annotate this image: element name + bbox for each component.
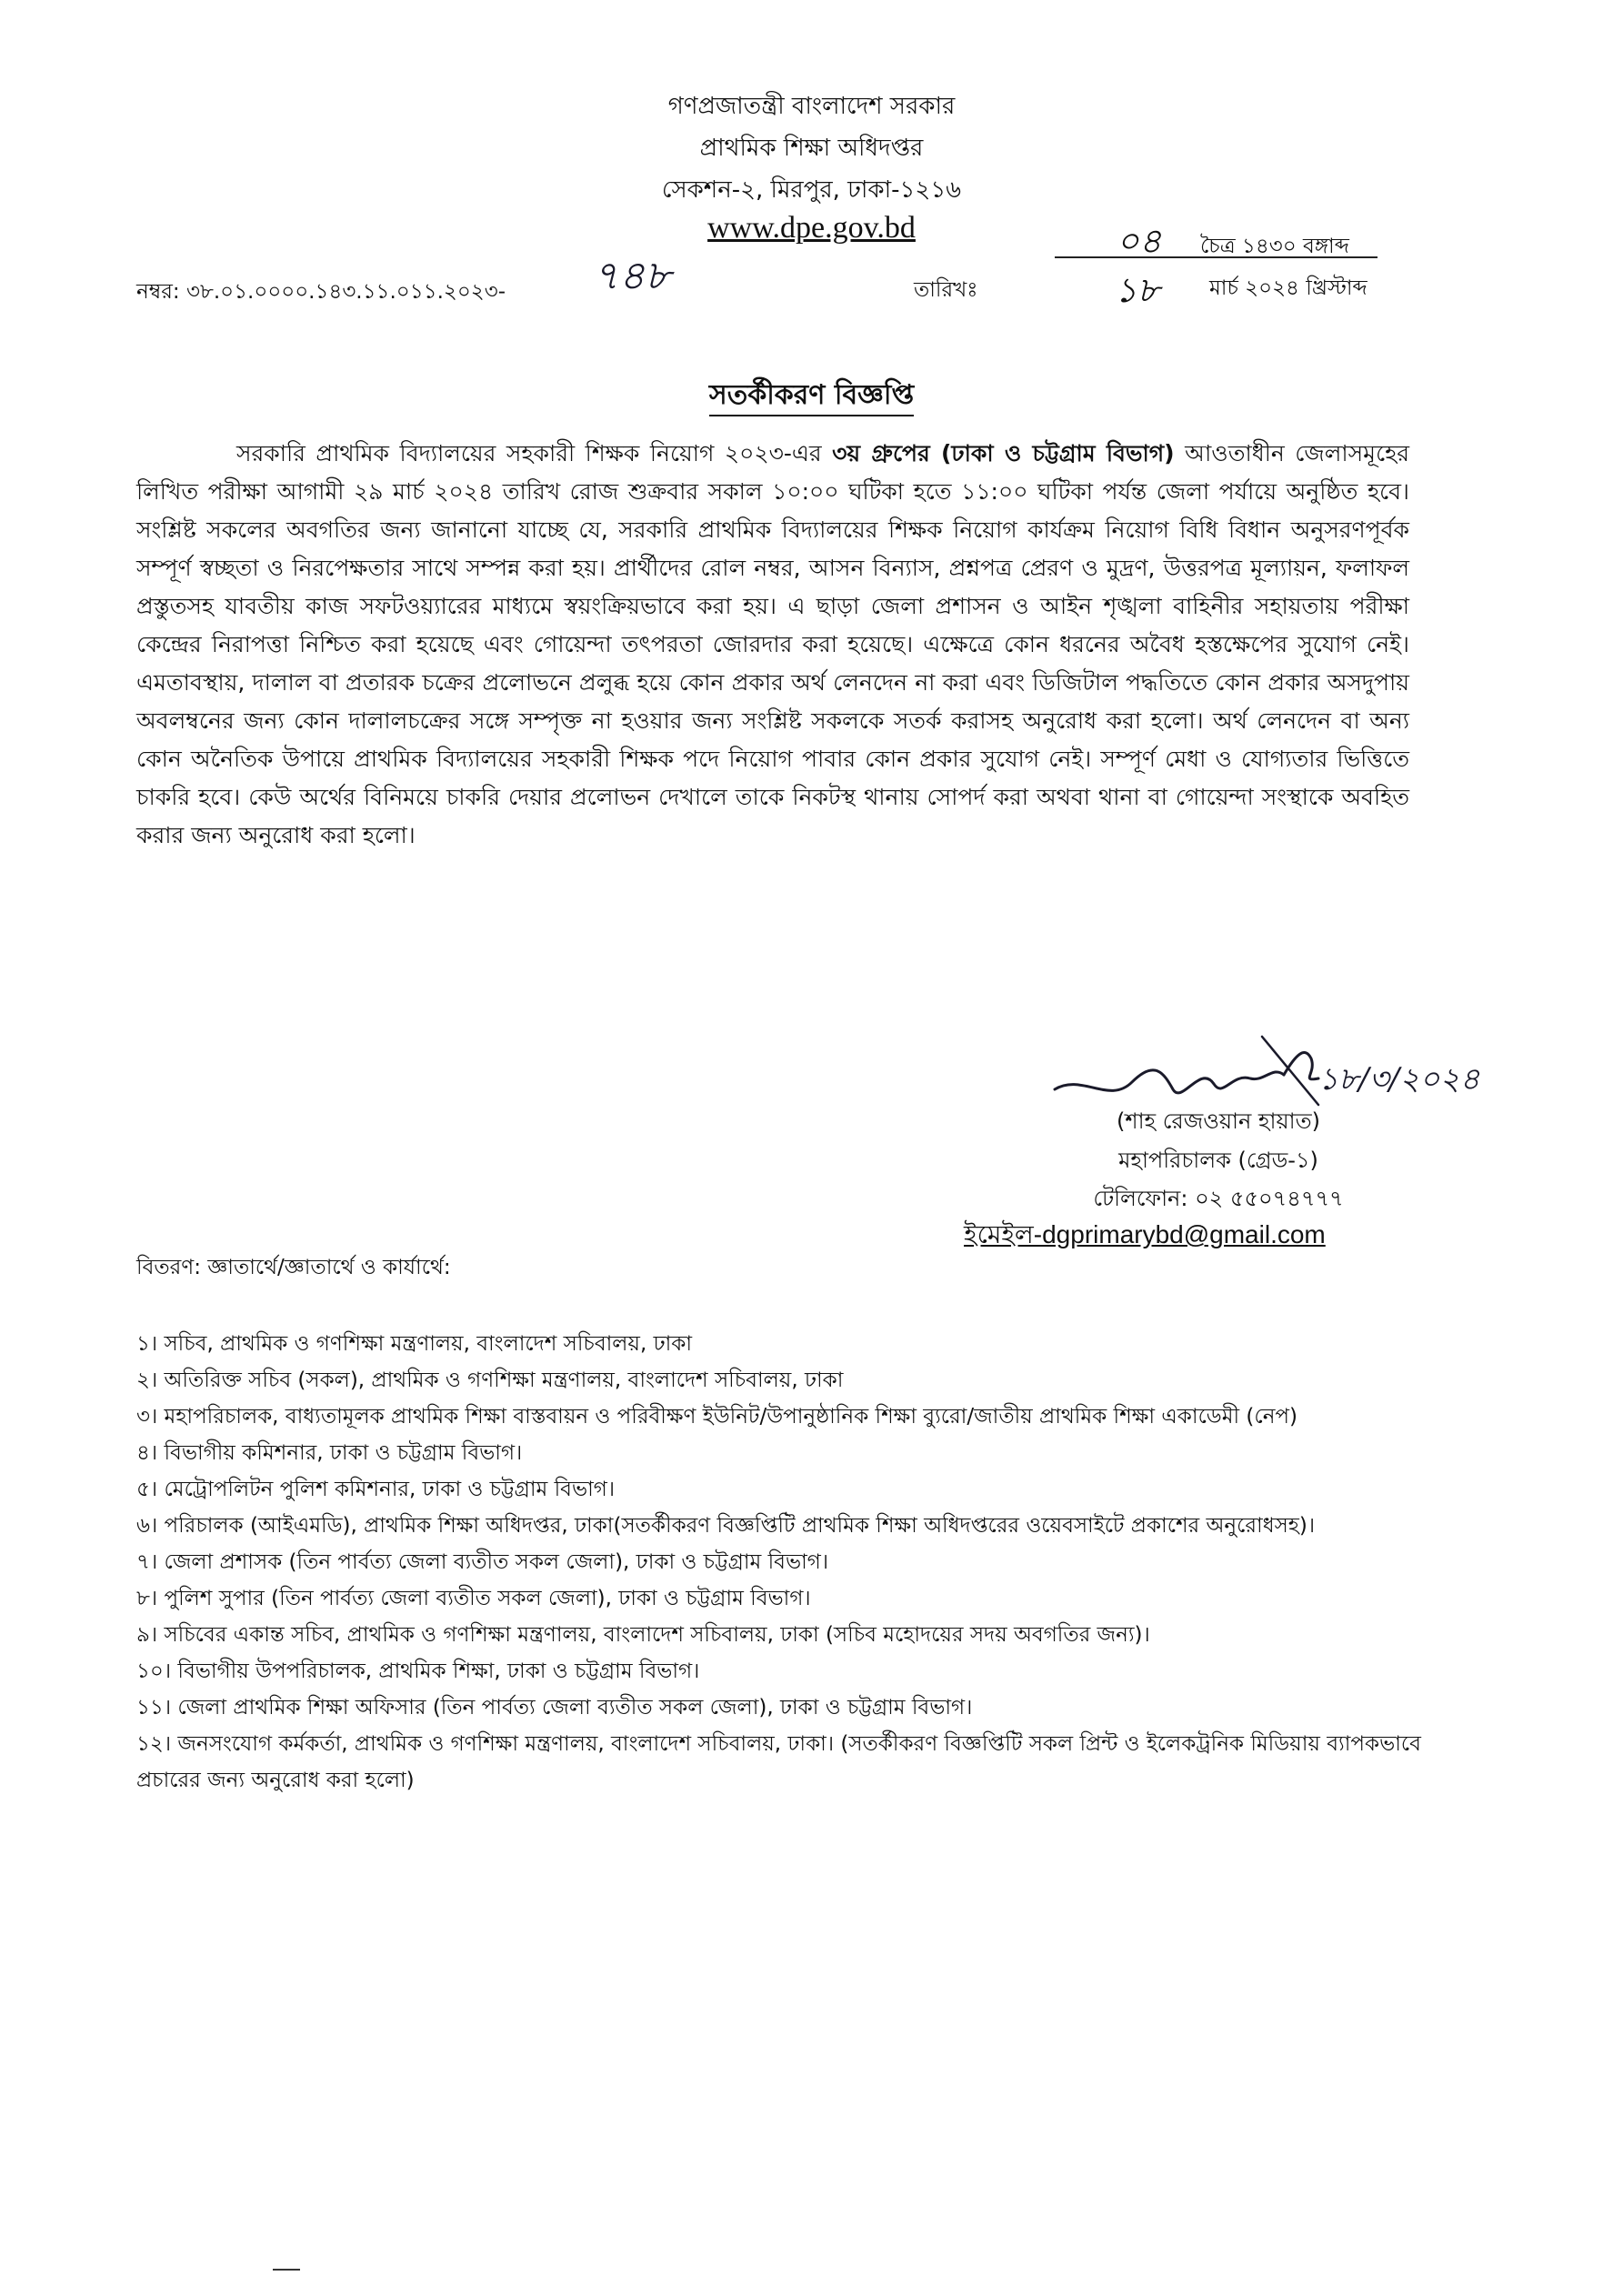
notice-body — [136, 435, 1409, 855]
notice-title-text: সতর্কীকরণ বিজ্ঞপ্তি — [709, 379, 914, 416]
memo-number: নম্বর: ৩৮.০১.০০০০.১৪৩.১১.০১১.২০২৩- — [136, 280, 506, 304]
body-part-1: সরকারি প্রাথমিক বিদ্যালয়ের সহকারী শিক্ষক নিয়োগ ২০২৩-এর — [236, 440, 833, 466]
list-item: ৩। মহাপরিচালক, বাধ্যতামূলক প্রাথমিক শিক্ষা বাস্তবায়ন ও পরিবীক্ষণ ইউনিট/উপানুষ্ঠানিক শিক্ষা ব্যুরো/জাতীয় প্রাথমিক শিক্ষা একাডেমী (নেপ) — [136, 1405, 1298, 1429]
signatory-email-link[interactable]: ইমেইল-dgprimarybd@gmail.com — [964, 1220, 1326, 1248]
body-bold-group: ৩য় গ্রুপের (ঢাকা ও চট্টগ্রাম বিভাগ) — [832, 440, 1175, 466]
notice-title — [0, 373, 1623, 419]
body-part-2: আওতাধীন জেলাসমূহের লিখিত পরীক্ষা আগামী ২৯ মার্চ ২০২৪ তারিখ রোজ শুক্রবার সকাল ১০:০০ ঘটিকা হতে ১১:০০ ঘটিকা পর্যন্ত জেলা পর্যায়ে অনুষ্ঠিত হবে। সংশ্লিষ্ট সকলের অবগতির জন্য জানানো যাচ্ছে যে, সরকারি প্রাথমিক বিদ্যালয়ের শিক্ষক নিয়োগ কার্যক্রম নিয়োগ বিধি বিধান অনুসরণপূর্বক সম্পূর্ণ স্বচ্ছতা ও নিরপেক্ষতার সাথে সম্পন্ন করা হয়। প্রার্থীদের রোল নম্বর, আসন বিন্যাস, প্রশ্নপত্র প্রেরণ ও মুদ্রণ, উত্তরপত্র মূল্যায়ন, ফলাফল প্রস্তুতসহ যাবতীয় কাজ সফটওয়্যারের মাধ্যমে স্বয়ংক্রিয়ভাবে করা হয়। এ ছাড়া জেলা প্রশাসন ও আইন শৃঙ্খলা বাহিনীর সহায়তায় পরীক্ষা কেন্দ্রের নিরাপত্তা নিশ্চিত করা হয়েছে এবং গোয়েন্দা তৎপরতা জোরদার করা হয়েছে। এক্ষেত্রে কোন ধরনের অবৈধ হস্তক্ষেপের সুযোগ নেই। এমতাবস্থায়, দালাল বা প্রতারক চক্রের প্রলোভনে প্রলুব্ধ হয়ে কোন প্রকার অর্থ লেনদেন না করা এবং ডিজিটাল পদ্ধতিতে কোন প্রকার অসদুপায় অবলম্বনের জন্য কোন দালালচক্রের সঙ্গে সম্পৃক্ত না হওয়ার জন্য সংশ্লিষ্ট সকলকে সতর্ক করাসহ অনুরোধ করা হলো। অর্থ লেনদেন বা অন্য কোন অনৈতিক উপায়ে প্রাথমিক বিদ্যালয়ের সহকারী শিক্ষক পদে নিয়োগ পাবার কোন প্রকার সুযোগ নেই। সম্পূর্ণ মেধা ও যোগ্যতার ভিত্তিতে চাকরি হবে। কেউ অর্থের বিনিময়ে চাকরি দেয়ার প্রলোভন দেখালে তাকে নিকটস্থ থানায় সোপর্দ করা অথবা থানা বা গোয়েন্দা সংস্থাকে অবহিত করার জন্য অনুরোধ করা হলো। — [136, 440, 1409, 848]
list-item: ৭। জেলা প্রশাসক (তিন পার্বত্য জেলা ব্যতীত সকল জেলা), ঢাকা ও চট্টগ্রাম বিভাগ। — [136, 1550, 829, 1575]
list-item: ৮। পুলিশ সুপার (তিন পার্বত্য জেলা ব্যতীত সকল জেলা), ঢাকা ও চট্টগ্রাম বিভাগ। — [136, 1587, 811, 1611]
signature-date: ১৮/৩/২০২৪ — [1318, 1061, 1480, 1098]
list-item: ৯। সচিবের একান্ত সচিব, প্রাথমিক ও গণশিক্ষা মন্ত্রণালয়, বাংলাদেশ সচিবালয়, ঢাকা (সচিব মহোদয়ের সদয় অবগতির জন্য)। — [136, 1623, 1150, 1648]
memo-handwritten-number: ৭৪৮ — [593, 253, 671, 299]
date-label: তারিখঃ — [914, 278, 978, 302]
list-item: ১১। জেলা প্রাথমিক শিক্ষা অফিসার (তিন পার্বত্য জেলা ব্যতীত সকল জেলা), ঢাকা ও চট্টগ্রাম বিভাগ। — [136, 1696, 973, 1720]
list-item: ১০। বিভাগীয় উপপরিচালক, প্রাথমিক শিক্ষা, ঢাকা ও চট্টগ্রাম বিভাগ। — [136, 1659, 700, 1684]
date-gregorian: মার্চ ২০২৪ খ্রিস্টাব্দ — [1209, 276, 1368, 300]
header-org: গণপ্রজাতন্ত্রী বাংলাদেশ সরকার — [667, 93, 956, 120]
distribution-list — [136, 1326, 1473, 1799]
header-address: সেকশন-২, মিরপুর, ঢাকা-১২১৬ — [661, 176, 962, 204]
header-dept: প্রাথমিক শিক্ষা অধিদপ্তর — [699, 135, 924, 162]
date-bangla: চৈত্র ১৪৩০ বঙ্গাব্দ — [1200, 235, 1349, 258]
list-item: ৬। পরিচালক (আইএমডি), প্রাথমিক শিক্ষা অধিদপ্তর, ঢাকা(সতর্কীকরণ বিজ্ঞপ্তিটি প্রাথমিক শিক্ষা অধিদপ্তরের ওয়েবসাইটে প্রকাশের অনুরোধসহ)। — [136, 1514, 1316, 1539]
list-item: ১। সচিব, প্রাথমিক ও গণশিক্ষা মন্ত্রণালয়, বাংলাদেশ সচিবালয়, ঢাকা — [136, 1332, 693, 1356]
date-bangla-handwritten-day: ০৪ — [1117, 221, 1162, 261]
header-website-link[interactable]: www.dpe.gov.bd — [707, 211, 916, 245]
list-item: ৫। মেট্রোপলিটন পুলিশ কমিশনার, ঢাকা ও চট্টগ্রাম বিভাগ। — [136, 1478, 616, 1502]
date-gregorian-handwritten-day: ১৮ — [1115, 270, 1160, 310]
distribution-label: বিতরণ: জ্ঞাতার্থে/জ্ঞাতার্থে ও কার্যার্থে: — [136, 1256, 451, 1279]
footer-scan-mark — [273, 2269, 300, 2271]
signatory-phone: টেলিফোন: ০২ ৫৫০৭৪৭৭৭ — [1093, 1186, 1344, 1211]
list-item: ৪। বিভাগীয় কমিশনার, ঢাকা ও চট্টগ্রাম বিভাগ। — [136, 1441, 523, 1466]
signatory-name: (শাহ রেজওয়ান হায়াত) — [1117, 1108, 1320, 1134]
list-item: ২। অতিরিক্ত সচিব (সকল), প্রাথমিক ও গণশিক্ষা মন্ত্রণালয়, বাংলাদেশ সচিবালয়, ঢাকা — [136, 1369, 844, 1393]
signatory-designation: মহাপরিচালক (গ্রেড-১) — [1118, 1148, 1318, 1173]
list-item: ১২। জনসংযোগ কর্মকর্তা, প্রাথমিক ও গণশিক্ষা মন্ত্রণালয়, বাংলাদেশ সচিবালয়, ঢাকা। (সতর্কীকরণ বিজ্ঞপ্তিটি সকল প্রিন্ট ও ইলেকট্রনিক মিডিয়ায় ব্যাপকভাবে প্রচারের জন্য অনুরোধ করা হলো) — [136, 1732, 1421, 1793]
